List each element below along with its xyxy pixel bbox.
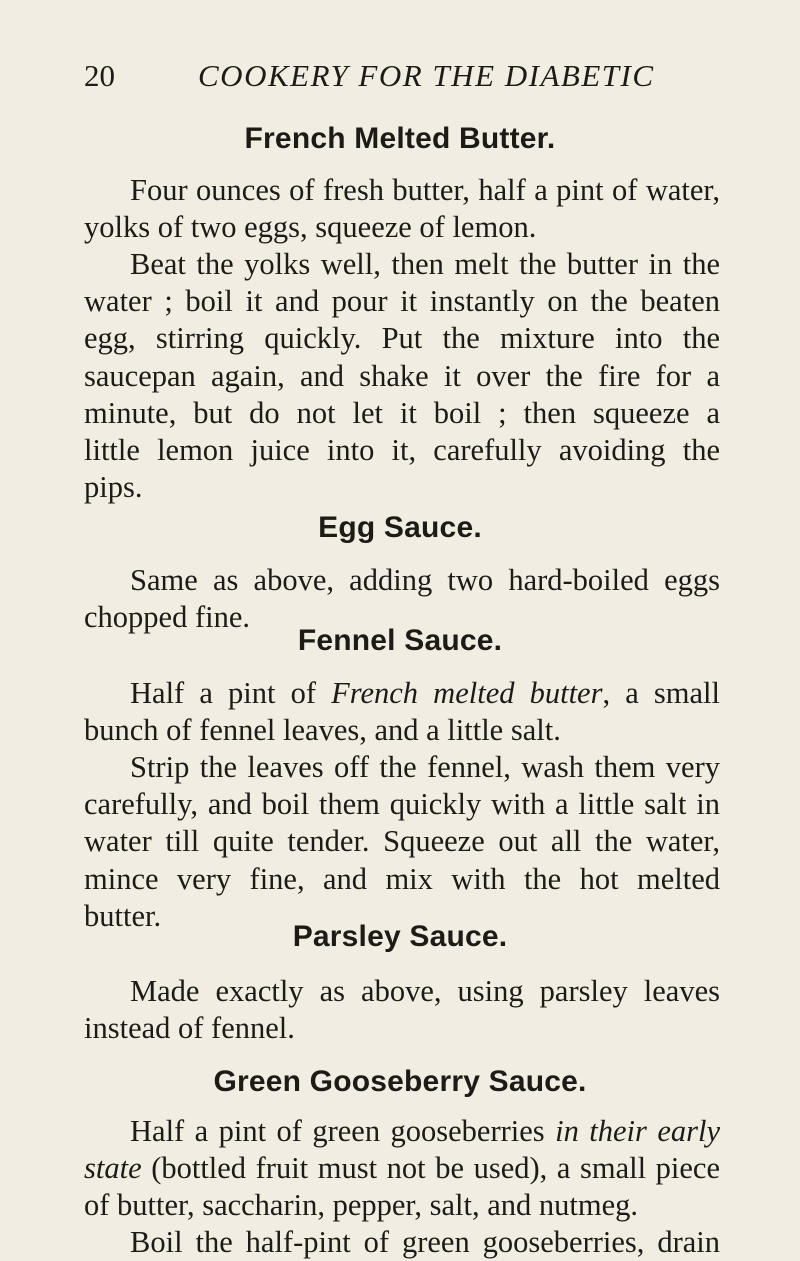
paragraph [84,749,720,935]
text-line: Strip the leaves off the fennel, wash them very [130,750,720,784]
text-line: water till quite tender. Squeeze out all the water, [84,824,720,859]
text-line: Beat the yolks well, then melt the butter in the [130,247,720,281]
paragraph [84,172,720,246]
text-line: mince very fine, and mix with the hot melted [84,861,720,896]
italic-text: state [84,1151,142,1186]
text-line: Boil the half-pint of green gooseberries, drain [130,1225,720,1259]
text-line: saucepan again, and shake it over the fire for a [84,358,720,393]
text-line: little lemon juice into it, carefully avoiding the [84,432,720,467]
text-line: minute, but do not let it boil ; then squeeze a [84,395,720,430]
section-heading: Fennel Sauce. [297,624,503,657]
running-head [84,56,724,96]
italic-text: in their early [555,1114,720,1148]
text-run: , a small [602,676,720,710]
paragraph [84,1224,720,1261]
text-run: Half a pint of green gooseberries [130,1114,556,1148]
text-line: Four ounces of fresh butter, half a pint of water, [130,173,720,207]
running-title: COOKERY FOR THE DIABETIC [198,58,655,93]
text-line: instead of fennel. [84,1011,295,1046]
text-run: (bottled fruit must not be used), a small piece [141,1151,720,1186]
text-line: pips. [84,470,143,505]
text-line: chopped fine. [84,600,250,635]
section-heading: Egg Sauce. [318,511,482,544]
text-line [84,1150,720,1187]
text-line: of butter, saccharin, pepper, salt, and nutmeg. [84,1188,638,1223]
paragraph [84,1113,720,1225]
page-number: 20 [84,58,115,93]
text-line: butter. [84,898,162,933]
text-line: Made exactly as above, using parsley leaves [130,974,720,1008]
paragraph [84,675,720,749]
text-run: Half a pint of [130,676,332,710]
text-line: bunch of fennel leaves, and a little salt. [84,713,561,748]
paragraph [84,973,720,1047]
text-line [84,675,720,712]
paragraph [84,246,720,506]
text-line: yolks of two eggs, squeeze of lemon. [84,210,537,245]
section-heading: Parsley Sauce. [292,920,508,953]
text-line: Same as above, adding two hard-boiled eggs [130,563,720,597]
section-heading: Green Gooseberry Sauce. [213,1065,587,1098]
italic-text: French melted butter [331,676,603,710]
text-line: water ; boil it and pour it instantly on the beaten [84,284,720,319]
text-line: carefully, and boil them quickly with a little salt in [84,787,720,822]
section-heading: French Melted Butter. [244,122,556,155]
text-line [84,1113,720,1150]
text-line: egg, stirring quickly. Put the mixture into the [84,321,720,356]
